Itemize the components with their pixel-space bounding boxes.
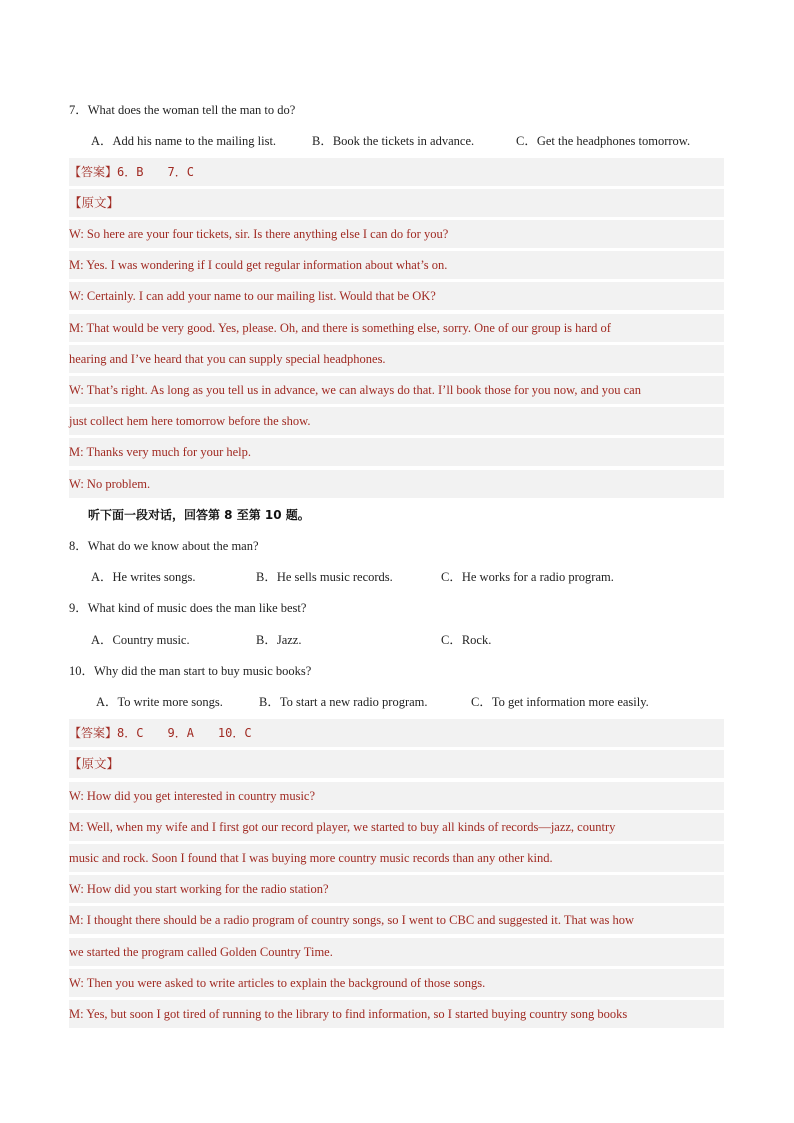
option-b: B．Book the tickets in advance.: [312, 134, 475, 148]
answer-label: 【答案】: [69, 726, 118, 740]
question-7: 7．What does the woman tell the man to do?: [69, 103, 296, 117]
transcript-line: M: Well, when my wife and I first got our record player, we started to buy all kinds of records—jazz, country: [69, 813, 724, 842]
question-7-options: [69, 127, 724, 155]
transcript-line: M: I thought there should be a radio program of country songs, so I went to CBC and suggested it. That was how: [69, 906, 724, 935]
question-9: 9．What kind of music does the man like best?: [69, 601, 307, 615]
question-9-options: [69, 626, 724, 654]
answer-line-1: [69, 158, 724, 187]
option-c: C．He works for a radio program.: [441, 570, 614, 584]
transcript-label-1: 【原文】: [69, 189, 724, 218]
transcript-line: W: That’s right. As long as you tell us in advance, we can always do that. I’ll book those for you now, and you can: [69, 376, 724, 405]
answer-label: 【答案】: [69, 165, 118, 179]
question-10-options: [69, 688, 724, 716]
transcript-line: W: No problem.: [69, 470, 724, 499]
answer-line-2: [69, 719, 724, 748]
option-c: C．Get the headphones tomorrow.: [516, 134, 691, 148]
option-a: A．He writes songs.: [91, 570, 196, 584]
transcript-line: M: Yes. I was wondering if I could get regular information about what’s on.: [69, 251, 724, 280]
transcript-line: M: That would be very good. Yes, please. Oh, and there is something else, sorry. One of our group is hard of: [69, 314, 724, 343]
transcript-label-2: 【原文】: [69, 750, 724, 779]
option-a: A．Country music.: [91, 633, 190, 647]
transcript-line: just collect hem here tomorrow before the show.: [69, 407, 724, 436]
section-instruction: 听下面一段对话，回答第 8 至第 10 题。: [88, 508, 310, 522]
transcript-line: W: So here are your four tickets, sir. Is there anything else I can do for you?: [69, 220, 724, 249]
answer-text: 8．C 9．A 10．C: [117, 726, 252, 740]
option-b: B．To start a new radio program.: [259, 695, 428, 709]
option-c: C．Rock.: [441, 633, 492, 647]
question-10: 10．Why did the man start to buy music books?: [69, 664, 312, 678]
answer-text: 6．B 7．C: [117, 165, 194, 179]
transcript-line: music and rock. Soon I found that I was buying more country music records than any other kind.: [69, 844, 724, 873]
option-a: A．Add his name to the mailing list.: [91, 134, 277, 148]
option-c: C．To get information more easily.: [471, 695, 649, 709]
question-8: 8．What do we know about the man?: [69, 539, 259, 553]
question-8-options: [69, 563, 724, 591]
option-b: B．Jazz.: [256, 633, 302, 647]
transcript-line: W: Certainly. I can add your name to our mailing list. Would that be OK?: [69, 282, 724, 311]
transcript-line: we started the program called Golden Country Time.: [69, 938, 724, 967]
transcript-line: hearing and I’ve heard that you can supply special headphones.: [69, 345, 724, 374]
option-b: B．He sells music records.: [256, 570, 393, 584]
transcript-line: W: Then you were asked to write articles to explain the background of those songs.: [69, 969, 724, 998]
transcript-line: W: How did you get interested in country music?: [69, 782, 724, 811]
transcript-line: M: Thanks very much for your help.: [69, 438, 724, 467]
transcript-line: M: Yes, but soon I got tired of running to the library to find information, so I started buying country song books: [69, 1000, 724, 1029]
option-a: A．To write more songs.: [96, 695, 223, 709]
transcript-line: W: How did you start working for the radio station?: [69, 875, 724, 904]
